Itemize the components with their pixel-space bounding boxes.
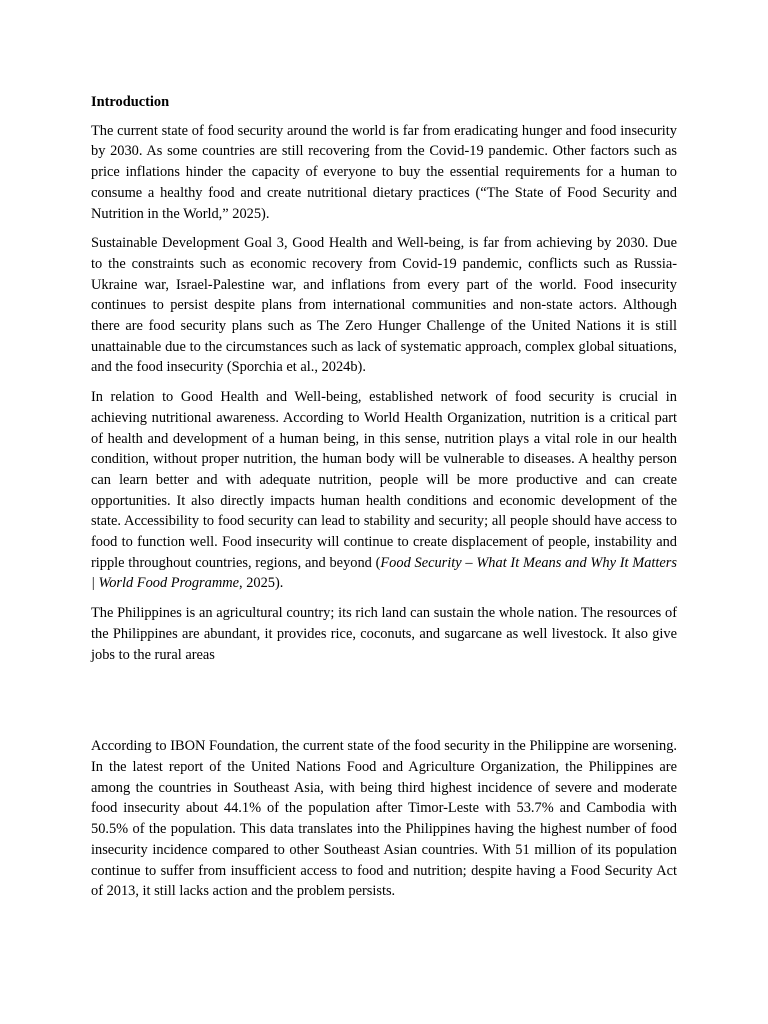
paragraph-3-citation-title: Food Security – What It Means and Why It Matters | World Food Programme bbox=[91, 554, 677, 592]
blank-space bbox=[91, 674, 677, 736]
paragraph-3-main: In relation to Good Health and Well-being, established network of food security is crucial in achieving nutritional awareness. According to World Health Organization, nutrition is a critical part of health and development of a human being, in this sense, nutrition plays a vital role in our health condition, without proper nutrition, the human body will be vulnerable to diseases. A healthy person can learn better and with adequate nutrition, people will be more productive and can create opportunities. It also directly impacts human health conditions and economic development of the state. Accessibility to food security can lead to stability and security; all people should have access to food to function well. Food insecurity will continue to create displacement of people, instability and ripple throughout countries, regions, and beyond ( bbox=[91, 389, 677, 571]
section-heading: Introduction bbox=[91, 94, 170, 110]
paragraph-1: The current state of food security around the world is far from eradicating hunger and food insecurity by 2030. As some countries are still recovering from the Covid-19 pandemic. Other factors such as price inflations hinder the capacity of everyone to buy the essential requirements for a human to consume a healthy food and create nutritional dietary practices (“The State of Food Security and Nutrition in the World,” 2025). bbox=[91, 122, 677, 222]
paragraph-3 bbox=[91, 387, 677, 594]
document-body bbox=[91, 92, 677, 911]
paragraph-3-end: , 2025). bbox=[239, 575, 284, 592]
paragraph-4: The Philippines is an agricultural country; its rich land can sustain the whole nation. The resources of the Philippines are abundant, it provides rice, coconuts, and sugarcane as well livestock. It also give jobs to the rural areas bbox=[91, 605, 677, 663]
paragraph-5: According to IBON Foundation, the current state of the food security in the Philippine are worsening. In the latest report of the United Nations Food and Agriculture Organization, the Philippines are among the countries in Southeast Asia, with being third highest incidence of severe and moderate food insecurity about 44.1% of the population after Timor-Leste with 53.7% and Cambodia with 50.5% of the population. This data translates into the Philippines having the highest number of food insecurity incidence compared to other Southeast Asian countries. With 51 million of its population continue to suffer from insufficient access to food and nutrition; despite having a Food Security Act of 2013, it still lacks action and the problem persists. bbox=[91, 738, 677, 900]
paragraph-2: Sustainable Development Goal 3, Good Health and Well-being, is far from achieving by 2030. Due to the constraints such as economic recovery from Covid-19 pandemic, conflicts such as Russia-Ukraine war, Israel-Palestine war, and inflations from every part of the world. Food insecurity continues to persist despite plans from international communities and non-state actors. Although there are food security plans such as The Zero Hunger Challenge of the United Nations it is still unattainable due to the circumstances such as lack of systematic approach, complex global situations, and the food insecurity (Sporchia et al., 2024b). bbox=[91, 235, 677, 376]
